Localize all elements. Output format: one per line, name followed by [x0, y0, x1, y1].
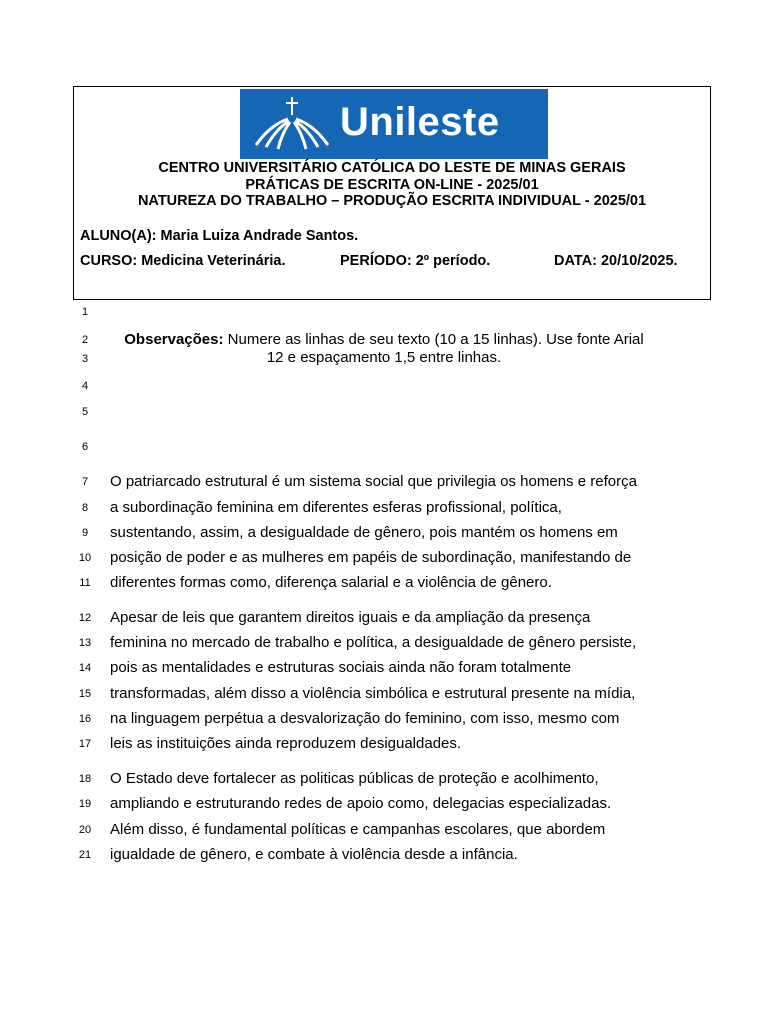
date-field: DATA: 20/10/2025. — [554, 253, 678, 269]
line-number: 19 — [78, 798, 92, 810]
line-number: 10 — [78, 552, 92, 564]
line-number: 14 — [78, 662, 92, 674]
period-field: PERÍODO: 2º período. — [340, 253, 491, 269]
institution-name: CENTRO UNIVERSITÁRIO CATÓLICA DO LESTE DE MINAS GERAIS — [158, 160, 626, 176]
line-number: 11 — [79, 577, 91, 589]
essay-line: sustentando, assim, a desigualdade de gênero, pois mantém os homens em — [110, 524, 618, 541]
line-number: 6 — [81, 441, 89, 453]
line-number: 18 — [78, 773, 92, 785]
line-number: 21 — [78, 849, 92, 861]
essay-line: O patriarcado estrutural é um sistema social que privilegia os homens e reforça — [110, 473, 637, 490]
line-number: 12 — [78, 612, 92, 624]
cross-rays-icon — [252, 95, 332, 153]
line-number: 17 — [78, 738, 92, 750]
essay-line: posição de poder e as mulheres em papéis de subordinação, manifestando de — [110, 549, 632, 566]
line-number: 4 — [81, 380, 89, 392]
logo-wordmark: Unileste — [340, 100, 500, 144]
line-number: 9 — [81, 527, 89, 539]
observations-line-1 — [110, 331, 658, 349]
essay-line: transformadas, além disso a violência simbólica e estrutural presente na mídia, — [110, 685, 636, 702]
student-name: ALUNO(A): Maria Luiza Andrade Santos. — [80, 228, 359, 244]
essay-line: igualdade de gênero, e combate à violência desde a infância. — [110, 846, 518, 863]
line-number: 8 — [81, 502, 89, 514]
line-number: 13 — [78, 637, 92, 649]
unileste-logo — [240, 89, 548, 159]
observations-line-2: 12 e espaçamento 1,5 entre linhas. — [266, 349, 502, 366]
line-number: 1 — [81, 306, 89, 318]
observations-label: Observações: — [124, 331, 224, 348]
document-header — [73, 86, 711, 300]
essay-line: a subordinação feminina em diferentes esferas profissional, política, — [110, 499, 562, 516]
line-number: 20 — [78, 824, 92, 836]
essay-line: leis as instituições ainda reproduzem desigualdades. — [110, 735, 462, 752]
line-number: 7 — [81, 476, 89, 488]
observations-text: Numere as linhas de seu texto (10 a 15 linhas). Use fonte Arial — [223, 331, 644, 348]
course-title: PRÁTICAS DE ESCRITA ON-LINE - 2025/01 — [245, 177, 539, 193]
essay-line: na linguagem perpétua a desvalorização do feminino, com isso, mesmo com — [110, 710, 620, 727]
work-nature: NATUREZA DO TRABALHO – PRODUÇÃO ESCRITA INDIVIDUAL - 2025/01 — [137, 193, 647, 209]
line-number: 2 — [81, 334, 89, 346]
essay-line: pois as mentalidades e estruturas sociais ainda não foram totalmente — [110, 659, 572, 676]
course-field: CURSO: Medicina Veterinária. — [80, 253, 286, 269]
line-number: 5 — [81, 406, 89, 418]
essay-line: O Estado deve fortalecer as politicas públicas de proteção e acolhimento, — [110, 770, 599, 787]
line-number: 15 — [78, 688, 92, 700]
essay-line: feminina no mercado de trabalho e política, a desigualdade de gênero persiste, — [110, 634, 637, 651]
essay-line: Além disso, é fundamental políticas e campanhas escolares, que abordem — [110, 821, 606, 838]
line-number: 3 — [81, 353, 89, 365]
essay-line: diferentes formas como, diferença salarial e a violência de gênero. — [110, 574, 552, 591]
line-number: 16 — [78, 713, 92, 725]
essay-line: Apesar de leis que garantem direitos iguais e da ampliação da presença — [110, 609, 591, 626]
essay-line: ampliando e estruturando redes de apoio como, delegacias especializadas. — [110, 795, 612, 812]
